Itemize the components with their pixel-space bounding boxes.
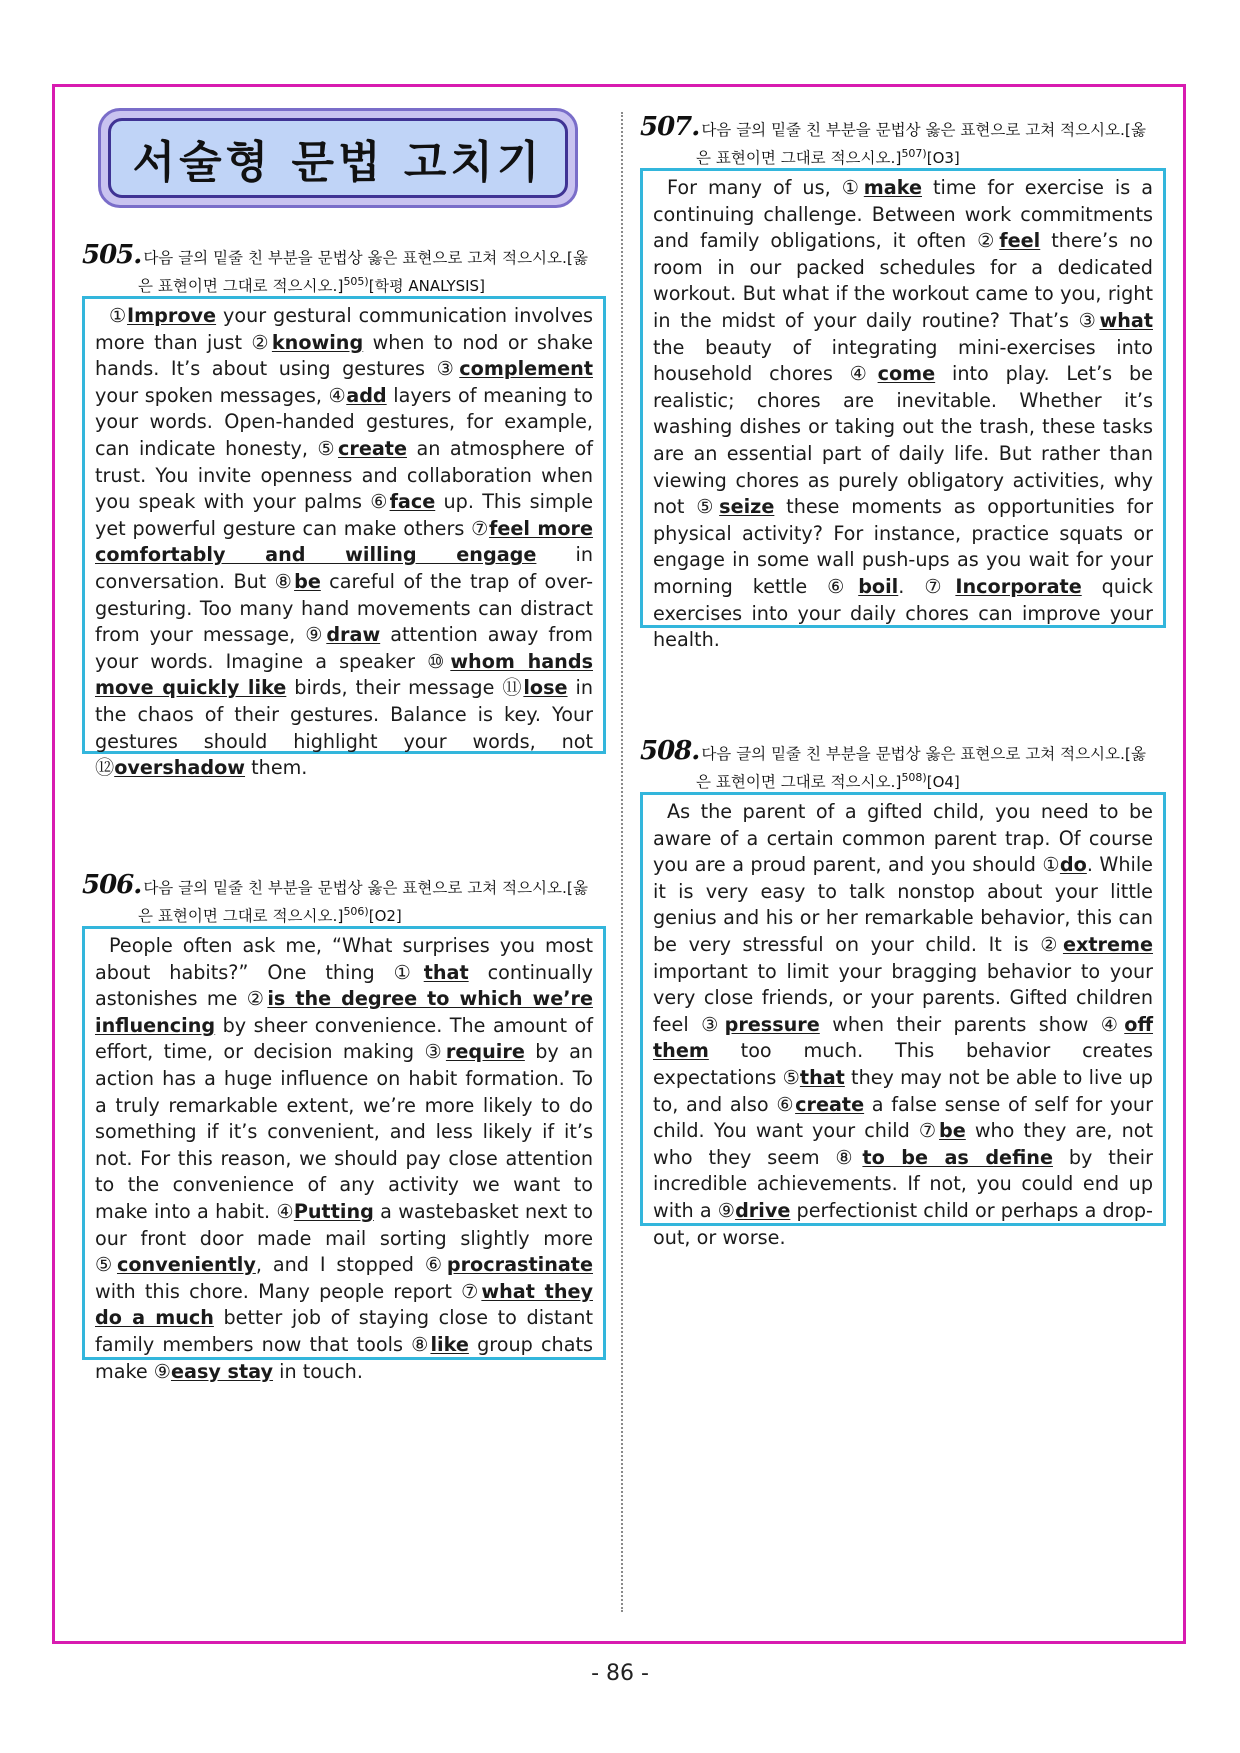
passage-text: these moments as opportunities for physical activity? For instance, practice squats or engage in some wall push-ups as you wait for your morning kettle ⑥ bbox=[653, 495, 1153, 598]
question-ref: 508) bbox=[901, 771, 927, 784]
passage-508 bbox=[653, 799, 1153, 1251]
question-tag: [O3] bbox=[926, 149, 960, 168]
instruction-line1: 다음 글의 밑줄 친 부분을 문법상 옳은 표현으로 고쳐 적으시오.[옳 bbox=[701, 121, 1146, 139]
underlined-expression: to be as define bbox=[862, 1145, 1053, 1169]
passage-text: they may not be able to live up to, and also ⑥ bbox=[653, 1065, 1153, 1116]
passage-text: who they are, not who they seem ⑧ bbox=[653, 1119, 1153, 1169]
passage-text: important to limit your bragging behavior to your very close friends, or your parents. Gifted children feel ③ bbox=[653, 959, 1153, 1036]
passage-text: in touch. bbox=[273, 1359, 363, 1383]
passage-text: with this chore. Many people report ⑦ bbox=[95, 1279, 482, 1303]
question-header-508 bbox=[640, 736, 1176, 794]
instruction-line2: 은 표현이면 그대로 적으시오.] bbox=[696, 773, 902, 792]
passage-507 bbox=[653, 175, 1153, 654]
instruction-line1: 다음 글의 밑줄 친 부분을 문법상 옳은 표현으로 고쳐 적으시오.[옳 bbox=[143, 879, 588, 897]
underlined-expression: is the degree to which we’re influencing bbox=[95, 987, 593, 1037]
passage-box-506 bbox=[82, 926, 606, 1383]
underlined-expression: lose bbox=[523, 676, 568, 700]
passage-box-507 bbox=[640, 168, 1166, 652]
passage-text: . While it is very easy to talk nonstop about your little genius and his or her remarkable behavior, this can be very stressful on your child. It is ② bbox=[653, 853, 1153, 956]
question-ref: 505) bbox=[343, 275, 369, 288]
passage-text: them. bbox=[245, 756, 308, 780]
passage-text: into play. Let’s be realistic; chores are inevitable. Whether it’s washing dishes or taking out the trash, these tasks are an essential part of daily life. But rather than viewing chores as purely obligatory activities, why not ⑤ bbox=[653, 362, 1153, 519]
passage-text: . ⑦ bbox=[898, 574, 956, 598]
underlined-expression: be bbox=[939, 1119, 966, 1143]
passage-text: up. This simple yet powerful gesture can make others ⑦ bbox=[95, 490, 593, 540]
passage-text: there’s no room in our packed schedules for a dedicated workout. But what if the workout came to you, right in the midst of your daily routine? That’s ③ bbox=[653, 229, 1153, 332]
underlined-expression: add bbox=[346, 383, 387, 407]
passage-text: by sheer convenience. The amount of effort, time, or decision making ③ bbox=[95, 1013, 593, 1064]
underlined-expression: boil bbox=[858, 574, 899, 598]
passage-text: better job of staying close to distant family members now that tools ⑧ bbox=[95, 1306, 593, 1356]
underlined-expression: what they do a much bbox=[95, 1279, 593, 1330]
underlined-expression: feel bbox=[999, 229, 1041, 253]
underlined-expression: draw bbox=[326, 623, 381, 647]
passage-text: your spoken messages, ④ bbox=[95, 383, 347, 407]
passage-text: ① bbox=[109, 304, 128, 327]
passage-text: perfectionist child or perhaps a drop-out, or worse. bbox=[653, 1198, 1153, 1249]
passage-text: by their incredible achievements. If not, you could end up with a ⑨ bbox=[653, 1145, 1154, 1222]
passage-text: For many of us, ① bbox=[667, 176, 864, 199]
underlined-expression: be bbox=[294, 569, 321, 593]
passage-text: by an action has a huge influence on habit formation. To a truly remarkable extent, we’re more likely to do something if it’s convenient, and less likely if it’s not. For this reason, we should pay close attention to the convenience of any activity we want to make into a habit. ④ bbox=[95, 1040, 594, 1223]
instruction-line2: 은 표현이면 그대로 적으시오.] bbox=[138, 907, 344, 926]
passage-text: group chats make ⑨ bbox=[95, 1332, 593, 1383]
passage-text: the beauty of integrating mini-exercises into household chores ④ bbox=[653, 335, 1153, 386]
question-header-506 bbox=[82, 870, 602, 928]
passage-text: an atmosphere of trust. You invite openness and collaboration when you speak with your palms ⑥ bbox=[95, 436, 593, 514]
passage-text: As the parent of a gifted child, you need to be aware of a certain common parent trap. Of course you are a proud parent, and you should ① bbox=[653, 800, 1153, 877]
passage-box-505 bbox=[82, 296, 606, 780]
passage-text: when their parents show ④ bbox=[819, 1012, 1125, 1036]
underlined-expression: easy stay bbox=[170, 1359, 274, 1383]
underlined-expression: Improve bbox=[127, 304, 217, 327]
instruction-line1: 다음 글의 밑줄 친 부분을 문법상 옳은 표현으로 고쳐 적으시오.[옳 bbox=[701, 745, 1146, 763]
underlined-expression: knowing bbox=[271, 330, 364, 354]
passage-text: layers of meaning to your words. Open-handed gestures, for example, can indicate honesty, ⑤ bbox=[95, 383, 594, 460]
passage-text: your gestural communication involves more than just ② bbox=[95, 304, 593, 354]
question-number: 508. bbox=[640, 736, 700, 766]
underlined-expression: off them bbox=[653, 1012, 1153, 1063]
passage-505 bbox=[95, 303, 593, 782]
question-number: 506. bbox=[82, 870, 142, 900]
underlined-expression: create bbox=[338, 436, 407, 460]
underlined-expression: pressure bbox=[724, 1012, 820, 1036]
title-badge bbox=[98, 108, 578, 208]
passage-text: attention away from your words. Imagine a speaker ⑩ bbox=[95, 623, 593, 673]
passage-text: continually astonishes me ② bbox=[95, 960, 594, 1011]
question-number: 505. bbox=[82, 240, 142, 270]
passage-text: time for exercise is a continuing challenge. Between work commitments and family obligations, it often ② bbox=[653, 176, 1153, 253]
instruction-line1: 다음 글의 밑줄 친 부분을 문법상 옳은 표현으로 고쳐 적으시오.[옳 bbox=[143, 249, 588, 267]
underlined-expression: create bbox=[795, 1092, 865, 1116]
passage-text: careful of the trap of over-gesturing. Too many hand movements can distract from your message, ⑨ bbox=[95, 569, 593, 647]
underlined-expression: that bbox=[799, 1065, 845, 1089]
underlined-expression: overshadow bbox=[114, 756, 246, 780]
passage-text: in the chaos of their gestures. Balance is key. Your gestures should highlight your words, not ⑫ bbox=[95, 676, 593, 780]
question-ref: 506) bbox=[343, 905, 369, 918]
passage-text: birds, their message ⑪ bbox=[286, 676, 524, 700]
passage-text: People often ask me, “What surprises you most about habits?” One thing ① bbox=[95, 934, 593, 984]
underlined-expression: come bbox=[877, 362, 936, 386]
passage-506 bbox=[95, 933, 593, 1385]
page-title: 서술형 문법 고치기 bbox=[132, 137, 544, 188]
question-header-505 bbox=[82, 240, 602, 298]
title-inner bbox=[108, 118, 568, 198]
underlined-expression: what bbox=[1099, 308, 1153, 332]
underlined-expression: that bbox=[423, 960, 469, 984]
passage-text: a wastebasket next to our front door made mail sorting slightly more ⑤ bbox=[95, 1199, 594, 1277]
question-ref: 507) bbox=[901, 147, 927, 160]
underlined-expression: seize bbox=[719, 495, 775, 519]
column-divider bbox=[621, 112, 623, 1612]
question-number: 507. bbox=[640, 112, 700, 142]
instruction-line2: 은 표현이면 그대로 적으시오.] bbox=[138, 277, 344, 296]
passage-text: quick exercises into your daily chores can improve your health. bbox=[653, 574, 1153, 652]
underlined-expression: extreme bbox=[1062, 932, 1153, 956]
question-tag: [학평 ANALYSIS] bbox=[368, 277, 485, 296]
passage-box-508 bbox=[640, 792, 1166, 1249]
underlined-expression: conveniently bbox=[116, 1253, 256, 1277]
underlined-expression: require bbox=[445, 1040, 525, 1064]
underlined-expression: like bbox=[430, 1332, 469, 1356]
question-tag: [O2] bbox=[368, 907, 402, 926]
underlined-expression: Putting bbox=[293, 1199, 374, 1223]
question-tag: [O4] bbox=[926, 773, 960, 792]
underlined-expression: make bbox=[863, 176, 922, 199]
underlined-expression: procrastinate bbox=[446, 1253, 593, 1277]
instruction-line2: 은 표현이면 그대로 적으시오.] bbox=[696, 149, 902, 168]
underlined-expression: face bbox=[389, 490, 436, 514]
question-header-507 bbox=[640, 112, 1176, 170]
passage-text: , and I stopped ⑥ bbox=[255, 1253, 447, 1277]
underlined-expression: whom hands move quickly like bbox=[95, 649, 593, 700]
passage-text: when to nod or shake hands. It’s about using gestures ③ bbox=[95, 330, 593, 381]
underlined-expression: do bbox=[1059, 853, 1087, 877]
underlined-expression: drive bbox=[735, 1198, 791, 1222]
underlined-expression: feel more comfortably and willing engage bbox=[95, 516, 593, 567]
passage-text: a false sense of self for your child. You want your child ⑦ bbox=[653, 1092, 1153, 1143]
passage-text: too much. This behavior creates expectations ⑤ bbox=[653, 1039, 1153, 1089]
underlined-expression: Incorporate bbox=[955, 574, 1082, 598]
passage-text: in conversation. But ⑧ bbox=[95, 543, 593, 593]
page-number: - 86 - bbox=[591, 1661, 649, 1686]
underlined-expression: complement bbox=[459, 357, 593, 381]
